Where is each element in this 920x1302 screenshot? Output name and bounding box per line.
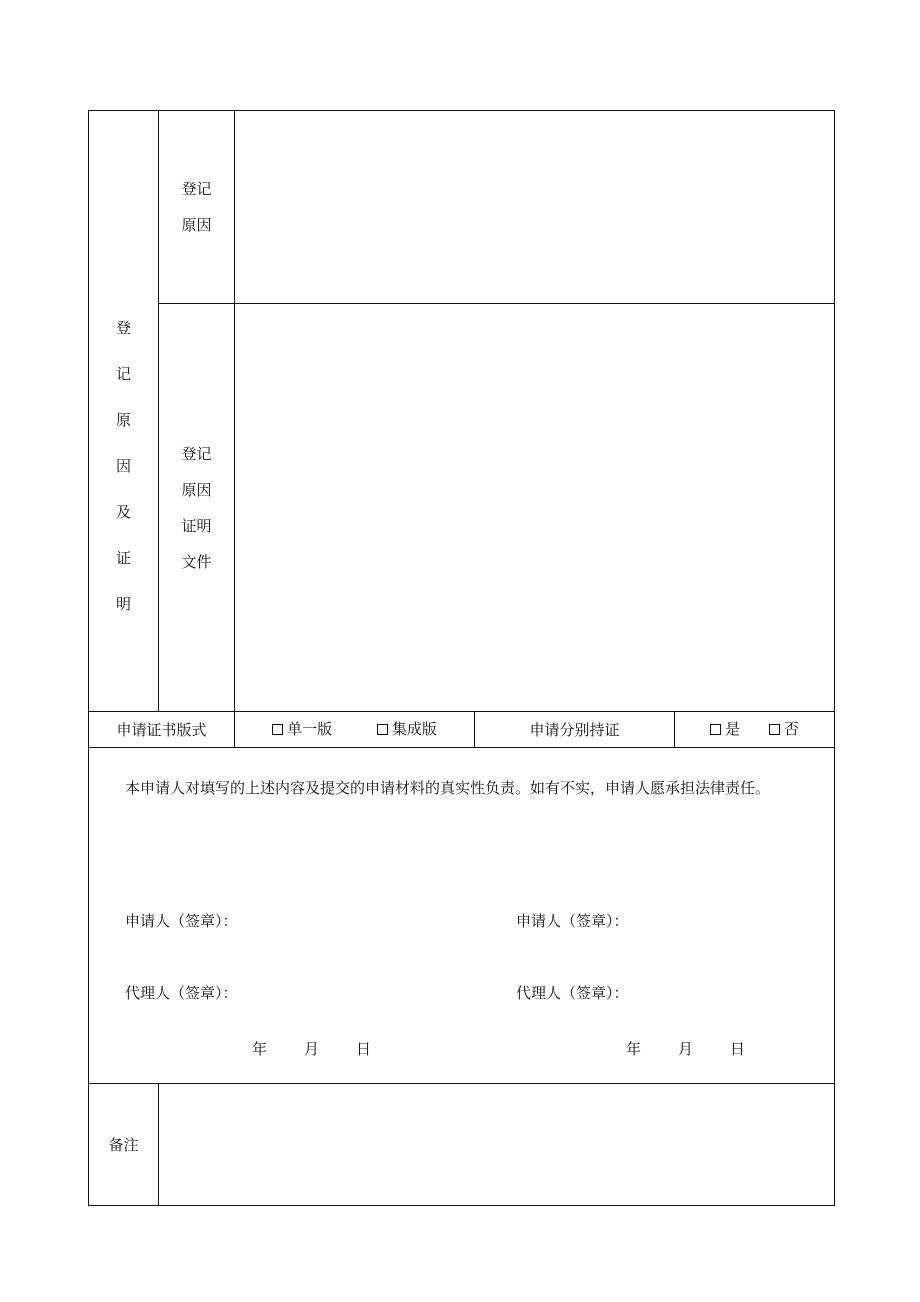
section-label-char: 及 <box>115 503 131 521</box>
form-table <box>88 110 835 1206</box>
declaration-text: 本申请人对填写的上述内容及提交的申请材料的真实性负责。如有不实，申请人愿承担法律责任。 <box>125 779 771 797</box>
date-day: 日 <box>730 1040 746 1058</box>
applicant-signature-right: 申请人（签章）： <box>516 912 629 930</box>
reason-label: 登记 原因 <box>181 180 212 234</box>
proof-label-cell <box>159 304 235 712</box>
section-label <box>89 209 158 613</box>
section-label-char: 证 <box>115 549 131 567</box>
declaration-cell <box>89 748 835 1084</box>
date-year: 年 <box>252 1040 268 1058</box>
checkbox-icon[interactable] <box>710 724 721 735</box>
remarks-field[interactable] <box>159 1084 835 1206</box>
section-label-char: 明 <box>115 595 131 613</box>
proof-field[interactable] <box>235 304 835 712</box>
registration-form <box>88 110 834 1208</box>
applicant-signature-left: 申请人（签章）： <box>125 912 238 930</box>
remarks-label: 备注 <box>89 1084 159 1206</box>
checkbox-icon[interactable] <box>377 724 388 735</box>
date-year: 年 <box>626 1040 642 1058</box>
option-combined[interactable]: 集成版 <box>377 720 437 738</box>
date-right <box>626 1040 782 1058</box>
checkbox-icon[interactable] <box>272 724 283 735</box>
date-left <box>252 1040 408 1058</box>
date-month: 月 <box>678 1040 694 1058</box>
option-single[interactable]: 单一版 <box>272 720 332 738</box>
date-day: 日 <box>356 1040 372 1058</box>
section-label-cell <box>89 111 159 712</box>
option-no[interactable]: 否 <box>769 720 799 738</box>
section-label-char: 记 <box>115 365 131 383</box>
separate-certificate-options <box>675 712 835 748</box>
section-label-char: 登 <box>115 319 131 337</box>
agent-signature-right: 代理人（签章）： <box>516 984 629 1002</box>
date-month: 月 <box>304 1040 320 1058</box>
certificate-format-label: 申请证书版式 <box>89 712 235 748</box>
agent-signature-left: 代理人（签章）： <box>125 984 238 1002</box>
separate-certificate-label: 申请分别持证 <box>475 712 675 748</box>
section-label-char: 原 <box>115 411 131 429</box>
reason-label-cell <box>159 111 235 304</box>
option-yes[interactable]: 是 <box>710 720 740 738</box>
certificate-format-options <box>235 712 475 748</box>
proof-label: 登记 原因 证明 文件 <box>181 444 212 571</box>
checkbox-icon[interactable] <box>769 724 780 735</box>
section-label-char: 因 <box>115 457 131 475</box>
reason-field[interactable] <box>235 111 835 304</box>
